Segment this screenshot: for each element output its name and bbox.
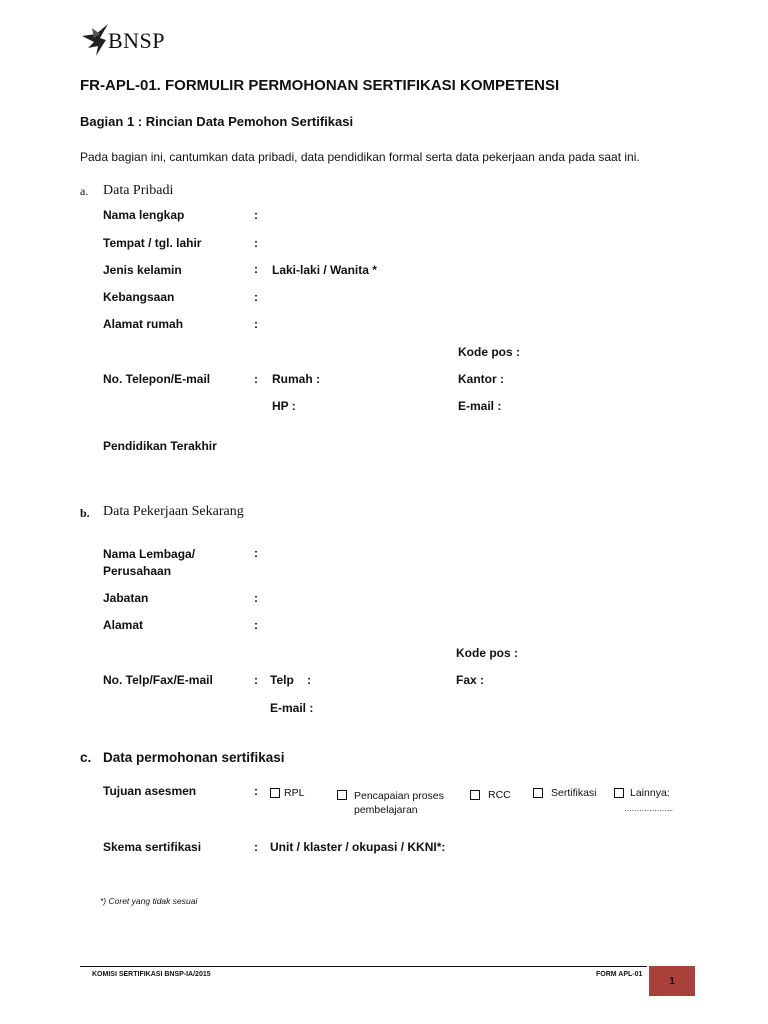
page-number: 1: [669, 975, 675, 987]
option-sertifikasi[interactable]: [533, 787, 597, 799]
label-fax: Fax :: [456, 673, 485, 687]
label-rumah: Rumah :: [272, 372, 320, 386]
jenis-kelamin-value: Laki-laki / Wanita *: [272, 263, 377, 277]
label-pendidikan-terakhir: Pendidikan Terakhir: [103, 439, 217, 453]
label-telp-fax-email: No. Telp/Fax/E-mail: [103, 673, 213, 687]
page-number-badge: [649, 966, 695, 996]
label-alamat: Alamat: [103, 618, 144, 632]
colon: :: [254, 236, 258, 250]
label-skema-sertifikasi: Skema sertifikasi: [103, 840, 202, 854]
label-tujuan-asesmen: Tujuan asesmen: [103, 784, 197, 798]
colon: :: [254, 618, 258, 632]
colon: :: [254, 317, 258, 331]
colon: :: [254, 784, 258, 798]
label-alamat-rumah: Alamat rumah: [103, 317, 184, 331]
label-email: E-mail :: [270, 701, 314, 715]
option-lainnya-label: Lainnya:: [630, 787, 670, 799]
label-jenis-kelamin: Jenis kelamin: [103, 263, 182, 277]
option-rcc[interactable]: [470, 789, 511, 801]
footer-left-text: KOMISI SERTIFIKASI BNSP-IA/2015: [92, 971, 211, 978]
footnote: *) Coret yang tidak sesuai: [100, 896, 198, 906]
label-telp: Telp :: [270, 673, 312, 687]
logo-text: BNSP: [108, 28, 166, 53]
section-c-title: Data permohonan sertifikasi: [103, 750, 285, 765]
label-nama-lembaga: Nama Lembaga/: [103, 547, 196, 561]
section-c-marker: c.: [80, 750, 92, 765]
label-kebangsaan: Kebangsaan: [103, 290, 175, 304]
skema-value: Unit / klaster / okupasi / KKNI*:: [270, 840, 446, 854]
option-rcc-label: RCC: [488, 789, 511, 801]
label-tempat-lahir: Tempat / tgl. lahir: [103, 236, 202, 250]
colon: :: [254, 290, 258, 304]
section-a-marker: a.: [80, 184, 89, 198]
option-pencapaian-label-1: Pencapaian proses: [354, 790, 444, 802]
footer-divider: [80, 966, 647, 967]
option-sertifikasi-label: Sertifikasi: [551, 787, 597, 799]
checkbox-rpl[interactable]: [270, 788, 280, 798]
label-kode-pos: Kode pos :: [456, 646, 518, 660]
colon: :: [254, 840, 258, 854]
colon: :: [254, 673, 258, 687]
section-heading: Bagian 1 : Rincian Data Pemohon Sertifikasi: [80, 114, 354, 129]
section-b-marker: b.: [80, 506, 90, 520]
option-rpl[interactable]: [270, 787, 304, 799]
label-nama-lengkap: Nama lengkap: [103, 208, 185, 222]
checkbox-pencapaian[interactable]: [337, 790, 347, 800]
label-kantor: Kantor :: [458, 372, 504, 386]
intro-text: Pada bagian ini, cantumkan data pribadi, data pendidikan formal serta data pekerjaan anda pada saat ini.: [80, 150, 640, 164]
option-rpl-label: RPL: [284, 787, 305, 799]
colon: :: [254, 591, 258, 605]
colon: :: [254, 546, 258, 560]
label-kode-pos: Kode pos :: [458, 345, 520, 359]
option-pencapaian-label-2: pembelajaran: [354, 804, 418, 816]
colon: :: [254, 208, 258, 222]
label-jabatan: Jabatan: [103, 591, 149, 605]
label-email: E-mail :: [458, 399, 502, 413]
checkbox-lainnya[interactable]: [614, 788, 624, 798]
section-b-title: Data Pekerjaan Sekarang: [103, 504, 244, 519]
label-hp: HP :: [272, 399, 296, 413]
section-a-title: Data Pribadi: [103, 183, 174, 198]
page-title: FR-APL-01. FORMULIR PERMOHONAN SERTIFIKASI KOMPETENSI: [80, 77, 560, 94]
checkbox-sertifikasi[interactable]: [533, 788, 543, 798]
footer-form-code: FORM APL-01: [596, 971, 643, 978]
colon: :: [254, 262, 258, 276]
option-lainnya[interactable]: [614, 787, 670, 799]
option-pencapaian[interactable]: [337, 789, 444, 817]
label-perusahaan: Perusahaan: [103, 564, 172, 578]
colon: :: [254, 372, 258, 386]
label-telepon-email: No. Telepon/E-mail: [103, 372, 211, 386]
lainnya-blank: ………………..: [624, 804, 673, 813]
checkbox-rcc[interactable]: [470, 790, 480, 800]
